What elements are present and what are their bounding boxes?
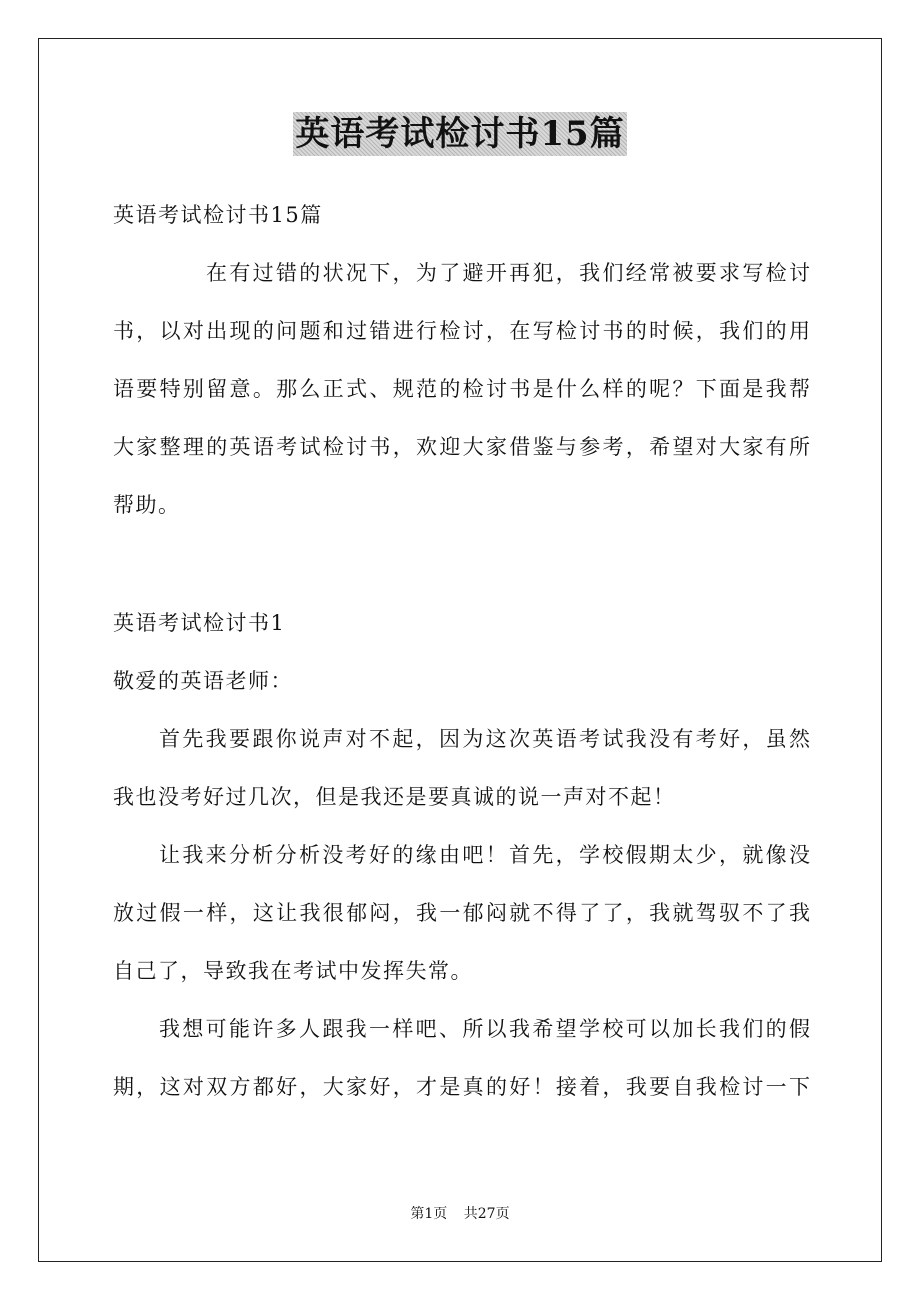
document-subtitle: 英语考试检讨书15篇 <box>113 203 323 227</box>
paragraph-line: 自己了，导致我在考试中发挥失常。 <box>113 959 473 983</box>
intro-line: 大家整理的英语考试检讨书，欢迎大家借鉴与参考，希望对大家有所 <box>113 435 810 459</box>
paragraph-line: 我想可能许多人跟我一样吧、所以我希望学校可以加长我们的假 <box>159 1017 810 1041</box>
page-footer <box>0 1204 920 1224</box>
intro-line: 语要特别留意。那么正式、规范的检讨书是什么样的呢？下面是我帮 <box>113 377 810 401</box>
page-number: 第1页 <box>410 1206 448 1222</box>
section-spacer <box>113 534 810 594</box>
paragraph-line: 让我来分析分析没考好的缘由吧！首先，学校假期太少，就像没 <box>159 843 810 867</box>
salutation: 敬爱的英语老师： <box>113 669 293 693</box>
paragraph-line: 期，这对双方都好，大家好，才是真的好！接着，我要自我检讨一下 <box>113 1075 810 1099</box>
page-total: 共27页 <box>463 1206 510 1222</box>
paragraph-line: 我也没考好过几次，但是我还是要真诚的说一声对不起！ <box>113 785 676 809</box>
document-body <box>113 186 810 1116</box>
section-heading: 英语考试检讨书1 <box>113 611 286 635</box>
title-container <box>0 112 920 156</box>
paragraph-line: 放过假一样，这让我很郁闷，我一郁闷就不得了了，我就驾驭不了我 <box>113 901 810 925</box>
intro-line: 帮助。 <box>113 493 181 517</box>
intro-line: 书，以对出现的问题和过错进行检讨，在写检讨书的时候，我们的用 <box>113 319 810 343</box>
paragraph-line: 首先我要跟你说声对不起，因为这次英语考试我没有考好，虽然 <box>159 727 810 751</box>
intro-line: 在有过错的状况下，为了避开再犯，我们经常被要求写检讨 <box>206 261 810 285</box>
document-title: 英语考试检讨书15篇 <box>295 114 625 154</box>
